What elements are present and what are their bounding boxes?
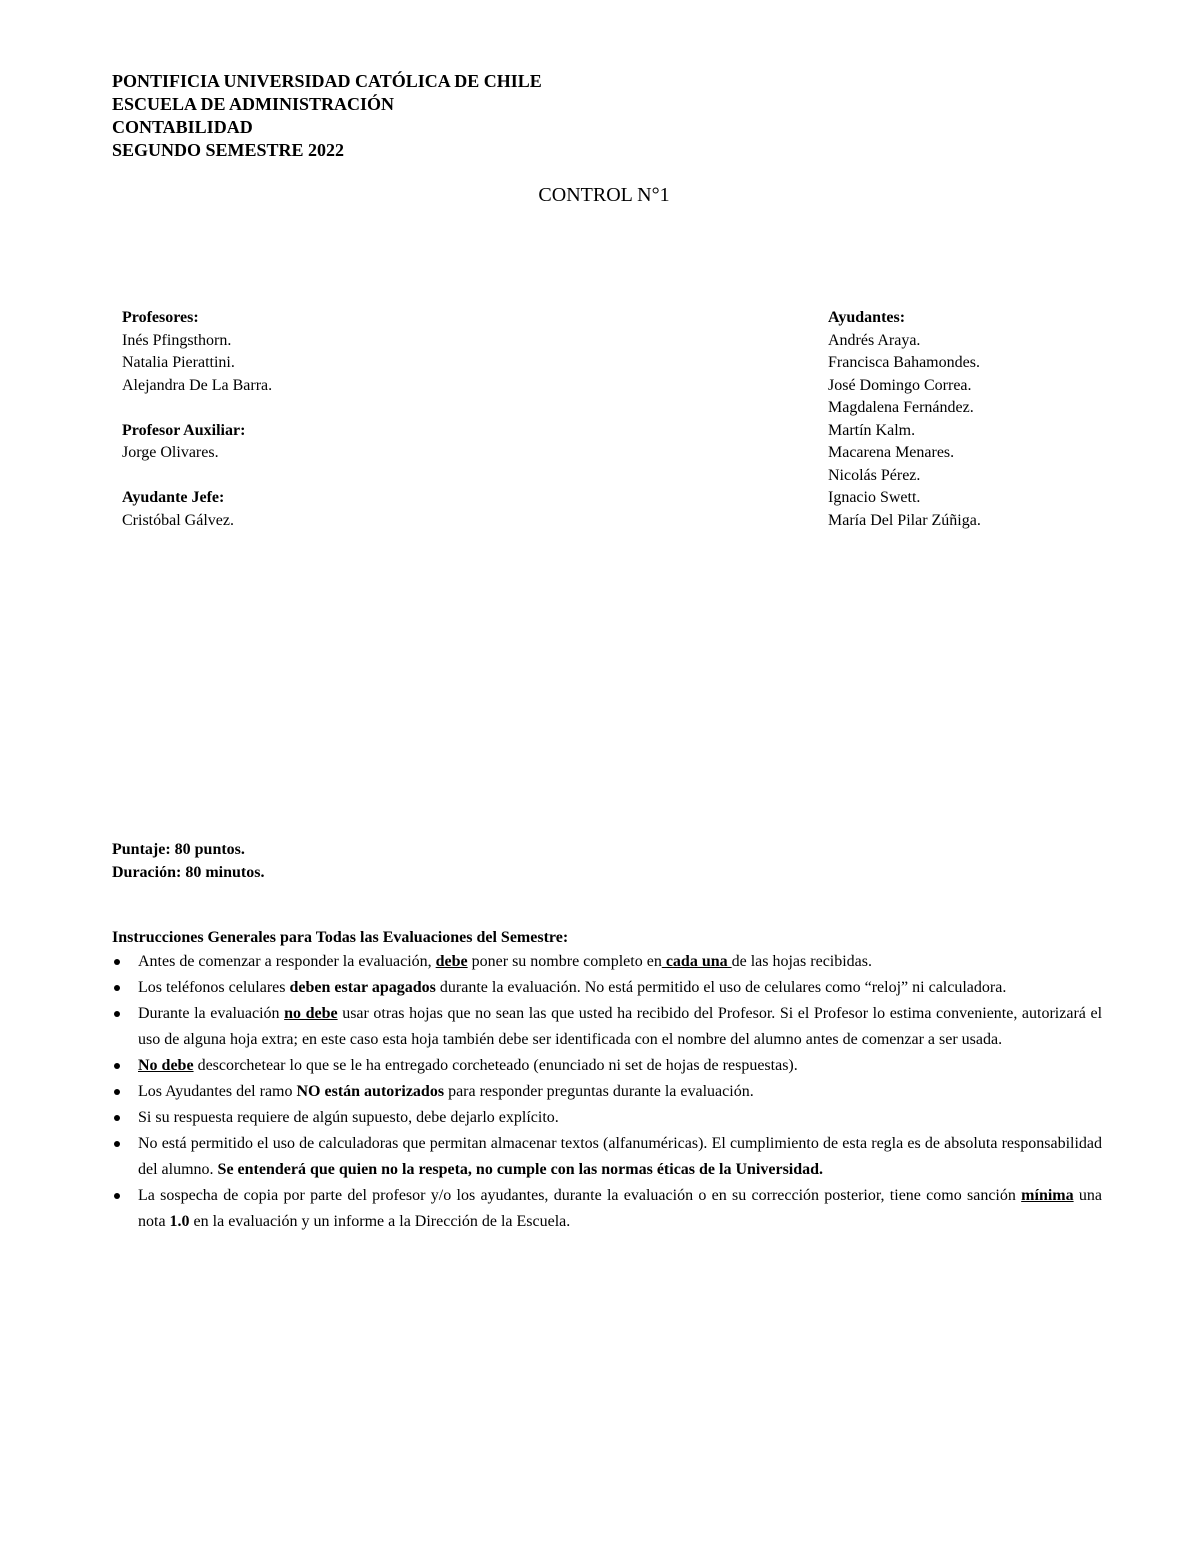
instruction-emphasis: deben estar apagados (289, 979, 436, 996)
list-item (112, 1079, 1102, 1105)
instruction-text: Si su respuesta requiere de algún supuesto, debe dejarlo explícito. (138, 1109, 559, 1126)
instruction-emphasis: No debe (138, 1057, 194, 1074)
list-item (112, 1183, 1102, 1235)
ayudante-name: Magdalena Fernández. (828, 399, 974, 416)
instruction-text: una nota (138, 1187, 1103, 1230)
instruction-emphasis: debe (435, 953, 468, 970)
instruction-text: en la evaluación y un informe a la Dirección de la Escuela. (189, 1213, 571, 1230)
auxiliar-label: Profesor Auxiliar: (122, 421, 246, 439)
ayudante-name: María Del Pilar Zúñiga. (828, 511, 981, 529)
bullet-icon (114, 1089, 120, 1095)
list-item (112, 975, 1102, 1001)
header-university: PONTIFICIA UNIVERSIDAD CATÓLICA DE CHILE (112, 71, 542, 91)
instructions-list (112, 949, 1102, 1235)
duracion-text: Duración: 80 minutos. (112, 864, 265, 881)
instruction-text: poner su nombre completo en (467, 953, 662, 970)
instruction-text: de las hojas recibidas. (731, 953, 873, 970)
ayudante-name: Francisca Bahamondes. (828, 354, 980, 371)
general-instructions (112, 927, 1102, 1235)
ayudante-jefe-name: Cristóbal Gálvez. (122, 511, 234, 529)
ayudante-name: Ignacio Swett. (828, 489, 921, 506)
profesores-label: Profesores: (122, 309, 199, 326)
staff-left-column (122, 307, 272, 532)
instruction-emphasis: NO están autorizados (296, 1083, 445, 1100)
list-item (112, 1053, 1102, 1079)
auxiliar-name: Jorge Olivares. (122, 444, 219, 461)
bullet-icon (114, 985, 120, 991)
instruction-text: La sospecha de copia por parte del profesor y/o los ayudantes, durante la evaluación o en su corrección posterior, tiene como sanción (138, 1187, 1022, 1204)
instruction-emphasis: mínima (1021, 1187, 1074, 1204)
instruction-text: Los Ayudantes del ramo (138, 1083, 297, 1100)
instruction-emphasis: Se entenderá que quien no la respeta, no cumple con las normas éticas de la Universidad. (217, 1161, 824, 1178)
instruction-text: durante la evaluación. No está permitido el uso de celulares como “reloj” ni calculadora. (435, 979, 1007, 996)
instruction-emphasis: cada una (661, 953, 732, 970)
list-item (112, 1001, 1102, 1053)
header-semester: SEGUNDO SEMESTRE 2022 (112, 140, 345, 160)
instruction-emphasis: no debe (284, 1005, 338, 1022)
bullet-icon (114, 1115, 120, 1121)
ayudante-name: Macarena Menares. (828, 444, 955, 461)
bullet-icon (114, 1141, 120, 1147)
bullet-icon (114, 1193, 120, 1199)
institution-header (112, 70, 542, 162)
header-course: CONTABILIDAD (112, 117, 253, 137)
instruction-emphasis: 1.0 (169, 1213, 190, 1230)
bullet-icon (114, 1063, 120, 1069)
ayudante-name: Nicolás Pérez. (828, 466, 921, 484)
bullet-icon (114, 1011, 120, 1017)
ayudante-jefe-label: Ayudante Jefe: (122, 489, 225, 506)
list-item (112, 1131, 1102, 1183)
instruction-text: Antes de comenzar a responder la evaluación, (138, 953, 436, 970)
instruction-text: usar otras hojas que no sean las que usted ha recibido del Profesor. Si el Profesor lo estima conveniente, autorizará el uso de alguna hoja extra; en este caso esta hoja también debe ser identificada con el nombre del alumno antes de comenzar a ser usada. (138, 1005, 1103, 1048)
bullet-icon (114, 959, 120, 965)
score-info (112, 838, 264, 884)
list-item (112, 949, 1102, 975)
instruction-text: Durante la evaluación (138, 1005, 285, 1022)
header-school: ESCUELA DE ADMINISTRACIÓN (112, 94, 395, 114)
page-title: CONTROL N°1 (538, 184, 670, 206)
ayudantes-label: Ayudantes: (828, 309, 906, 326)
ayudante-name: José Domingo Correa. (828, 376, 972, 394)
ayudante-name: Martín Kalm. (828, 421, 916, 439)
instruction-text: Los teléfonos celulares (138, 979, 290, 996)
instruction-text: No está permitido el uso de calculadoras que permitan almacenar textos (alfanuméricas). El cumplimiento de esta regla es de absoluta responsabilidad del alumno. (138, 1135, 1102, 1178)
instructions-title: Instrucciones Generales para Todas las Evaluaciones del Semestre: (112, 929, 569, 946)
profesor-name: Natalia Pierattini. (122, 354, 235, 371)
list-item (112, 1105, 1102, 1131)
instruction-text: descorchetear lo que se le ha entregado corcheteado (enunciado ni set de hojas de respuestas). (193, 1057, 798, 1074)
staff-right-column (828, 307, 981, 532)
ayudante-name: Andrés Araya. (828, 331, 921, 349)
puntaje-text: Puntaje: 80 puntos. (112, 841, 245, 858)
profesor-name: Inés Pfingsthorn. (122, 331, 232, 349)
profesor-name: Alejandra De La Barra. (122, 376, 273, 394)
instruction-text: para responder preguntas durante la evaluación. (444, 1083, 754, 1100)
